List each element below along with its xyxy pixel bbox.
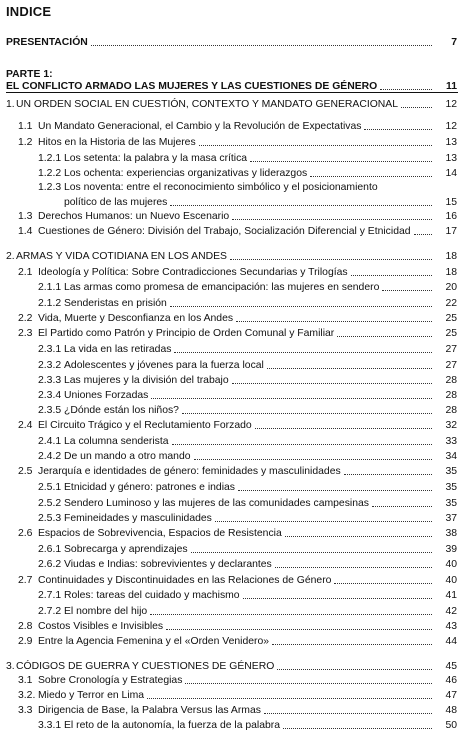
toc-entry-title: Los noventa: entre el reconocimiento simbólico y el posicionamiento: [64, 182, 378, 193]
toc-entry-number: 2.1: [18, 267, 33, 278]
toc-entry-page: 43: [445, 621, 457, 632]
toc-entry-title: Derechos Humanos: un Nuevo Escenario: [38, 211, 230, 222]
toc-entry[interactable]: [0, 465, 472, 479]
toc-entry[interactable]: [0, 98, 472, 112]
toc-leader-dots: [166, 629, 432, 630]
toc-entry[interactable]: [0, 719, 472, 733]
toc-entry-page: 11: [446, 81, 457, 92]
toc-entry[interactable]: [0, 266, 472, 280]
toc-entry-page: 13: [445, 153, 457, 164]
toc-entry-number: 2.4: [18, 420, 33, 431]
toc-entry[interactable]: [0, 450, 472, 464]
toc-entry-title: UN ORDEN SOCIAL EN CUESTIÓN, CONTEXTO Y MANDATO GENERACIONAL: [16, 99, 399, 110]
toc-leader-dots: [172, 444, 432, 445]
toc-entry-page: 40: [445, 575, 457, 586]
toc-entry-number: 3.1: [18, 675, 33, 686]
toc-entry-number: 2.5.1: [38, 482, 62, 493]
toc-entry-page: 45: [445, 661, 457, 672]
toc-leader-dots: [236, 321, 432, 322]
toc-entry-title: Roles: tareas del cuidado y machismo: [64, 590, 240, 601]
toc-leader-dots: [182, 413, 432, 414]
toc-leader-dots: [337, 336, 432, 337]
toc-leader-dots: [199, 145, 432, 146]
toc-entry-page: 25: [445, 313, 457, 324]
toc-leader-dots: [191, 552, 432, 553]
toc-entry-title: ¿Dónde están los niños?: [64, 405, 179, 416]
toc-entry[interactable]: [0, 605, 472, 619]
toc-leader-dots: [334, 583, 432, 584]
toc-entry[interactable]: [0, 574, 472, 588]
toc-entry-title: La vida en las retiradas: [64, 344, 172, 355]
toc-entry-page: 46: [445, 675, 457, 686]
toc-entry-title: Femineidades y masculinidades: [64, 513, 212, 524]
toc-entry-page: 35: [445, 482, 457, 493]
toc-entry-title: político de las mujeres: [64, 197, 168, 208]
toc-entry[interactable]: [0, 210, 472, 224]
toc-entry-page: 16: [445, 211, 457, 222]
toc-entry-page: 28: [445, 390, 457, 401]
toc-leader-dots: [272, 644, 432, 645]
toc-entry-title: ARMAS Y VIDA COTIDIANA EN LOS ANDES: [16, 251, 227, 262]
toc-entry-title: Cuestiones de Género: División del Trabajo, Socialización Diferencial y Etnicidad: [38, 226, 411, 237]
toc-entry-page: 27: [445, 344, 457, 355]
toc-entry[interactable]: [0, 312, 472, 326]
toc-entry-number: 1.3: [18, 211, 33, 222]
toc-entry[interactable]: [0, 704, 472, 718]
toc-leader-dots: [250, 161, 432, 162]
toc-entry[interactable]: [0, 558, 472, 572]
toc-entry-number: 3.: [6, 661, 15, 672]
toc-entry-page: 27: [445, 360, 457, 371]
toc-entry-title: CÓDIGOS DE GUERRA Y CUESTIONES DE GÉNERO: [16, 661, 275, 672]
section-divider: [6, 92, 458, 93]
toc-entry-page: 28: [445, 375, 457, 386]
toc-entry-title: Viudas e Indias: sobrevivientes y declarantes: [64, 559, 272, 570]
toc-leader-dots: [344, 474, 432, 475]
toc-entry-title: El Circuito Trágico y el Reclutamiento Forzado: [38, 420, 252, 431]
toc-entry[interactable]: [0, 674, 472, 688]
toc-leader-dots: [215, 521, 432, 522]
toc-entry-page: 35: [445, 498, 457, 509]
toc-entry[interactable]: [0, 497, 472, 511]
toc-entry-title: Ideología y Política: Sobre Contradicciones Secundarias y Trilogías: [38, 267, 348, 278]
toc-entry-number: 2.5.2: [38, 498, 62, 509]
toc-entry-number: 2.6.1: [38, 544, 62, 555]
toc-entry-number: 2.5: [18, 466, 33, 477]
toc-entry-page: 12: [445, 121, 457, 132]
toc-entry-number: 2.3.1: [38, 344, 62, 355]
toc-entry-number: 2.1.1: [38, 282, 62, 293]
toc-entry-number: 1.2.1: [38, 153, 62, 164]
toc-entry-page: 28: [445, 405, 457, 416]
toc-entry-number: 1.4: [18, 226, 33, 237]
toc-leader-dots: [238, 490, 432, 491]
toc-entry-page: 32: [445, 420, 457, 431]
toc-entry-title: Sobrecarga y aprendizajes: [64, 544, 188, 555]
toc-entry[interactable]: [0, 512, 472, 526]
toc-entry-title: El reto de la autonomía, la fuerza de la palabra: [64, 720, 281, 731]
toc-entry[interactable]: [0, 196, 472, 210]
toc-entry-page: 39: [445, 544, 457, 555]
toc-leader-dots: [380, 89, 432, 90]
toc-leader-dots: [243, 598, 432, 599]
toc-leader-dots: [230, 259, 432, 260]
toc-leader-dots: [285, 536, 432, 537]
toc-entry-title: Costos Visibles e Invisibles: [38, 621, 164, 632]
toc-leader-dots: [267, 368, 432, 369]
toc-entry[interactable]: [0, 374, 472, 388]
toc-entry[interactable]: [0, 689, 472, 703]
toc-entry-title: Sobre Cronología y Estrategias: [38, 675, 183, 686]
toc-entry-title: Miedo y Terror en Lima: [38, 690, 145, 701]
toc-entry-page: 41: [445, 590, 457, 601]
toc-entry-page: 25: [445, 328, 457, 339]
toc-leader-dots: [232, 383, 432, 384]
toc-entry-page: 12: [445, 99, 457, 110]
toc-entry-title: Espacios de Sobrevivencia, Espacios de Resistencia: [38, 528, 282, 539]
index-title: INDICE: [6, 4, 52, 19]
toc-entry[interactable]: [0, 660, 472, 674]
toc-entry-title: Las armas como promesa de emancipación: las mujeres en sendero: [64, 282, 380, 293]
toc-entry-title: Adolescentes y jóvenes para la fuerza local: [64, 360, 264, 371]
toc-entry-number: 2.6: [18, 528, 33, 539]
toc-entry-number: 2.3.2: [38, 360, 62, 371]
toc-entry-title: Los setenta: la palabra y la masa crítica: [64, 153, 248, 164]
toc-entry-number: 2.9: [18, 636, 33, 647]
toc-leader-dots: [147, 698, 432, 699]
toc-entry-title: Entre la Agencia Femenina y el «Orden Venidero»: [38, 636, 270, 647]
toc-entry-page: 48: [445, 705, 457, 716]
toc-entry[interactable]: [0, 343, 472, 357]
toc-entry-page: 35: [445, 466, 457, 477]
toc-entry-number: 1.2.2: [38, 168, 62, 179]
toc-leader-dots: [170, 306, 432, 307]
toc-entry-title: Dirigencia de Base, la Palabra Versus las Armas: [38, 705, 261, 716]
toc-entry-title: Senderistas en prisión: [64, 298, 167, 309]
toc-entry[interactable]: [0, 620, 472, 634]
toc-entry-page: 50: [445, 720, 457, 731]
toc-entry[interactable]: [0, 181, 472, 195]
toc-entry-number: 1.2.3: [38, 182, 62, 193]
toc-entry[interactable]: [0, 36, 472, 50]
toc-entry-number: 2.4.1: [38, 436, 62, 447]
toc-entry-page: 17: [445, 226, 457, 237]
toc-entry-page: 22: [445, 298, 457, 309]
toc-entry-page: 47: [445, 690, 457, 701]
toc-entry-page: 38: [445, 528, 457, 539]
toc-entry-title: Las mujeres y la división del trabajo: [64, 375, 229, 386]
toc-entry[interactable]: [0, 225, 472, 239]
toc-entry[interactable]: [0, 327, 472, 341]
toc-leader-dots: [310, 176, 432, 177]
toc-entry[interactable]: [0, 167, 472, 181]
toc-leader-dots: [150, 614, 432, 615]
toc-entry-title: El Partido como Patrón y Principio de Orden Comunal y Familiar: [38, 328, 335, 339]
toc-leader-dots: [151, 398, 432, 399]
toc-entry-number: 2.5.3: [38, 513, 62, 524]
toc-leader-dots: [277, 669, 432, 670]
toc-entry-title: PARTE 1:: [6, 69, 53, 80]
toc-entry-number: 2.7: [18, 575, 33, 586]
toc-leader-dots: [264, 713, 432, 714]
toc-entry-number: 2.6.2: [38, 559, 62, 570]
toc-entry-page: 34: [445, 451, 457, 462]
toc-entry-number: 3.3: [18, 705, 33, 716]
toc-entry-number: 3.2.: [18, 690, 36, 701]
toc-leader-dots: [194, 459, 432, 460]
toc-leader-dots: [255, 428, 432, 429]
toc-entry-number: 2.8: [18, 621, 33, 632]
toc-entry-title: Sendero Luminoso y las mujeres de las comunidades campesinas: [64, 498, 369, 509]
toc-entry-number: 2.3.3: [38, 375, 62, 386]
toc-entry-number: 2.4.2: [38, 451, 62, 462]
toc-entry[interactable]: [0, 527, 472, 541]
toc-entry-title: De un mando a otro mando: [64, 451, 191, 462]
toc-entry-title: Etnicidad y género: patrones e indias: [64, 482, 235, 493]
toc-leader-dots: [91, 45, 432, 46]
toc-entry[interactable]: [0, 136, 472, 150]
toc-leader-dots: [414, 234, 432, 235]
toc-entry-number: 3.3.1: [38, 720, 62, 731]
toc-entry-title: Vida, Muerte y Desconfianza en los Andes: [38, 313, 234, 324]
toc-entry-number: 1.1: [18, 121, 33, 132]
toc-entry[interactable]: [0, 250, 472, 264]
toc-entry-title: Un Mandato Generacional, el Cambio y la Revolución de Expectativas: [38, 121, 362, 132]
toc-leader-dots: [283, 728, 432, 729]
toc-entry-page: 20: [445, 282, 457, 293]
toc-entry-page: 15: [445, 197, 457, 208]
toc-leader-dots: [185, 683, 432, 684]
toc-leader-dots: [351, 275, 432, 276]
toc-entry-title: Continuidades y Discontinuidades en las Relaciones de Género: [38, 575, 332, 586]
toc-entry-title: Jerarquía e identidades de género: feminidades y masculinidades: [38, 466, 341, 477]
toc-entry-title: Los ochenta: experiencias organizativas y liderazgos: [64, 168, 308, 179]
toc-entry-title: PRESENTACIÓN: [6, 37, 88, 48]
toc-entry[interactable]: [0, 359, 472, 373]
toc-leader-dots: [232, 219, 432, 220]
toc-entry[interactable]: [0, 120, 472, 134]
toc-leader-dots: [372, 506, 432, 507]
toc-entry[interactable]: [0, 404, 472, 418]
toc-entry-number: 2.3: [18, 328, 33, 339]
toc-entry[interactable]: [0, 635, 472, 649]
toc-leader-dots: [364, 129, 432, 130]
toc-entry[interactable]: [0, 435, 472, 449]
toc-entry-page: 33: [445, 436, 457, 447]
toc-entry-number: 1.2: [18, 137, 33, 148]
toc-entry-page: 13: [445, 137, 457, 148]
toc-entry-number: 2.3.5: [38, 405, 62, 416]
toc-leader-dots: [275, 567, 432, 568]
toc-entry-number: 2.1.2: [38, 298, 62, 309]
toc-entry[interactable]: [0, 281, 472, 295]
toc-entry-title: Uniones Forzadas: [64, 390, 149, 401]
toc-entry-page: 42: [445, 606, 457, 617]
toc-entry-title: El nombre del hijo: [64, 606, 148, 617]
toc-entry-page: 18: [445, 267, 457, 278]
toc-entry-page: 40: [445, 559, 457, 570]
toc-entry-title: EL CONFLICTO ARMADO LAS MUJERES Y LAS CUESTIONES DE GÉNERO: [6, 81, 378, 92]
toc-entry[interactable]: [0, 297, 472, 311]
toc-leader-dots: [174, 352, 432, 353]
toc-entry-number: 2.7.2: [38, 606, 62, 617]
toc-entry[interactable]: [0, 419, 472, 433]
toc-leader-dots: [170, 205, 432, 206]
toc-entry-page: 14: [445, 168, 457, 179]
toc-entry-number: 2.3.4: [38, 390, 62, 401]
toc-entry-number: 1.: [6, 99, 15, 110]
toc-entry-number: 2.2: [18, 313, 33, 324]
toc-entry[interactable]: [0, 389, 472, 403]
toc-entry-page: 18: [445, 251, 457, 262]
toc-entry[interactable]: [0, 589, 472, 603]
toc-entry-number: 2.7.1: [38, 590, 62, 601]
toc-entry[interactable]: [0, 481, 472, 495]
toc-entry[interactable]: [0, 152, 472, 166]
toc-entry-page: 44: [445, 636, 457, 647]
toc-leader-dots: [401, 107, 432, 108]
toc-entry-page: 37: [445, 513, 457, 524]
toc-entry-title: Hitos en la Historia de las Mujeres: [38, 137, 196, 148]
toc-entry-title: La columna senderista: [64, 436, 169, 447]
toc-entry[interactable]: [0, 543, 472, 557]
toc-leader-dots: [382, 290, 432, 291]
toc-entry-number: 2.: [6, 251, 15, 262]
toc-entry-page: 7: [451, 37, 457, 48]
